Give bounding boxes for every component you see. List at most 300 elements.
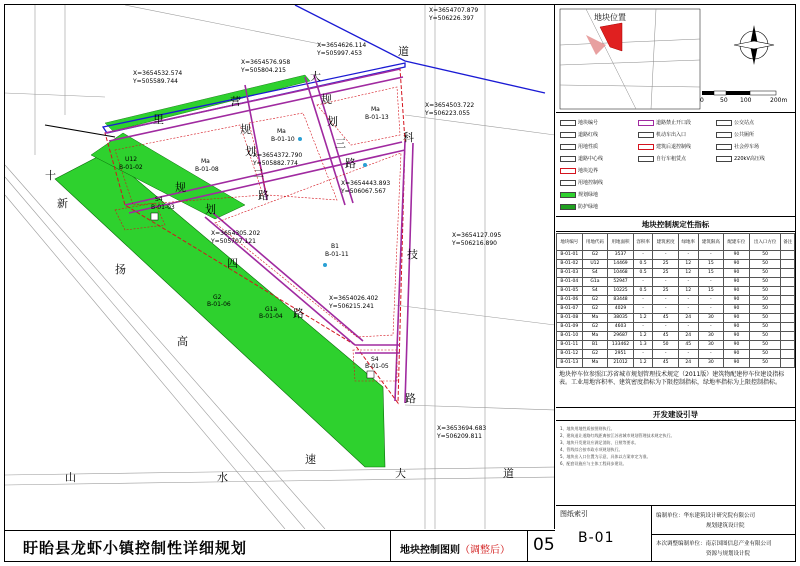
dev-note: 5、地块出入口位置为示意，具体以方案审定为准。 bbox=[560, 454, 651, 459]
index-cell: 24 bbox=[678, 332, 698, 341]
coord-2-x: X=3654576.958 bbox=[241, 59, 291, 66]
index-row bbox=[557, 269, 795, 278]
index-cell: 1.2 bbox=[633, 359, 653, 368]
index-cell: 50 bbox=[749, 260, 781, 269]
index-cell: 90 bbox=[724, 359, 750, 368]
index-cell: S4 bbox=[582, 269, 608, 278]
index-cell: - bbox=[633, 296, 653, 305]
index-header-row bbox=[557, 234, 795, 251]
coord-3-x: X=3654532.574 bbox=[133, 70, 183, 77]
index-cell: 30 bbox=[698, 341, 724, 350]
index-cell: 50 bbox=[749, 332, 781, 341]
index-cell: 12 bbox=[678, 287, 698, 296]
parcel-6-id: B-01-04 bbox=[259, 313, 283, 320]
index-cell: G2 bbox=[582, 350, 608, 359]
index-cell: 50 bbox=[749, 350, 781, 359]
index-cell: - bbox=[698, 251, 724, 260]
legend-item-0 bbox=[560, 119, 598, 126]
parcel-8-id: B-01-05 bbox=[365, 363, 389, 370]
index-cell: 50 bbox=[749, 305, 781, 314]
index-cell: 90 bbox=[724, 314, 750, 323]
index-cell: B-01-10 bbox=[557, 332, 583, 341]
index-cell: B1 bbox=[582, 341, 608, 350]
index-cell: - bbox=[653, 296, 679, 305]
index-cell: 90 bbox=[724, 305, 750, 314]
stamp-code: B-01 bbox=[578, 530, 615, 546]
org-adjust: 本次调整编制单位：南京国图信息产业有限公司 bbox=[656, 541, 772, 547]
legend-item-10 bbox=[716, 143, 759, 150]
index-cell: 50 bbox=[749, 269, 781, 278]
coord-7-x: X=3654305.202 bbox=[211, 230, 261, 237]
coord-8-x: X=3654127.095 bbox=[452, 232, 502, 239]
index-header: 用地代码 bbox=[582, 234, 608, 251]
coord-0-x: X=3654707.879 bbox=[429, 7, 479, 14]
index-cell: Ma bbox=[582, 332, 608, 341]
parcel-0-id: B-01-02 bbox=[119, 164, 143, 171]
index-row bbox=[557, 332, 795, 341]
road-char-west-4: 速 bbox=[305, 453, 316, 466]
location-map[interactable] bbox=[556, 5, 795, 113]
legend-swatch bbox=[560, 204, 576, 210]
parcel-1-code: Ma bbox=[201, 158, 210, 165]
index-cell: 50 bbox=[749, 287, 781, 296]
index-header: 出入口方位 bbox=[749, 234, 781, 251]
index-body bbox=[557, 251, 795, 368]
legend-item-8 bbox=[716, 119, 754, 126]
index-cell: 90 bbox=[724, 341, 750, 350]
road-char-west-3: 高 bbox=[177, 335, 188, 348]
road-char-guanzhang-1: 划 bbox=[327, 115, 338, 128]
index-cell: 10225 bbox=[608, 287, 634, 296]
stamp-divider-h bbox=[651, 534, 795, 535]
road-char-guansi-2: 四 bbox=[227, 257, 238, 270]
parcel-5-code: B1 bbox=[331, 243, 339, 250]
index-cell: 15 bbox=[698, 260, 724, 269]
legend-swatch bbox=[560, 144, 576, 150]
legend-swatch bbox=[560, 132, 576, 138]
plan-map[interactable] bbox=[5, 5, 555, 529]
location-title: 地块位置 bbox=[594, 13, 626, 22]
index-row bbox=[557, 305, 795, 314]
index-cell: 25 bbox=[653, 260, 679, 269]
index-cell: 24 bbox=[678, 359, 698, 368]
index-cell: 50 bbox=[749, 278, 781, 287]
road-char-guanzhang-3: 路 bbox=[345, 157, 356, 170]
legend-swatch bbox=[716, 132, 732, 138]
index-cell: - bbox=[698, 296, 724, 305]
legend-label: 自行车租赁点 bbox=[656, 156, 687, 162]
index-cell: B-01-08 bbox=[557, 314, 583, 323]
sheet-title-text: 地块控制图则 bbox=[400, 545, 460, 556]
legend-swatch bbox=[638, 132, 654, 138]
road-char-guanzhang-0: 规 bbox=[321, 93, 332, 106]
road-char-guansi-3: 路 bbox=[293, 307, 304, 320]
index-cell: - bbox=[653, 251, 679, 260]
index-cell: - bbox=[653, 323, 679, 332]
road-char-top-1: 大 bbox=[310, 70, 321, 83]
index-cell: 90 bbox=[724, 323, 750, 332]
coord-4-y: Y=506223.055 bbox=[425, 110, 470, 117]
bus-stop-marker-3 bbox=[323, 263, 327, 267]
coord-3-y: Y=505589.744 bbox=[133, 78, 178, 85]
index-cell bbox=[781, 341, 795, 350]
index-cell: 50 bbox=[749, 314, 781, 323]
legend-item-4 bbox=[560, 167, 598, 174]
coord-4-x: X=3654503.722 bbox=[425, 102, 475, 109]
scale-3: 200m bbox=[770, 97, 788, 104]
index-header: 绿地率 bbox=[678, 234, 698, 251]
legend-item-7 bbox=[560, 203, 598, 210]
legend-item-5 bbox=[560, 179, 603, 186]
index-cell: 90 bbox=[724, 278, 750, 287]
legend-swatch bbox=[716, 144, 732, 150]
index-cell bbox=[781, 269, 795, 278]
stamp-label: 图纸索引 bbox=[560, 510, 588, 518]
org-design: 编制单位：华东建筑设计研究院有限公司 bbox=[656, 513, 756, 519]
coord-5-x: X=3654372.790 bbox=[253, 152, 303, 159]
index-header: 建筑密度 bbox=[653, 234, 679, 251]
legend-label: 规划绿地 bbox=[578, 192, 599, 198]
parcel-6-code: G1a bbox=[265, 306, 278, 313]
index-cell bbox=[781, 296, 795, 305]
title-bar bbox=[5, 530, 555, 561]
index-cell: 0.5 bbox=[633, 260, 653, 269]
index-cell: B-01-07 bbox=[557, 305, 583, 314]
index-table bbox=[556, 233, 795, 368]
parcel-7-code: G2 bbox=[213, 294, 222, 301]
coord-1-x: X=3654626.114 bbox=[317, 42, 367, 49]
index-cell: - bbox=[678, 305, 698, 314]
coord-0-y: Y=506226.397 bbox=[429, 15, 474, 22]
index-cell: B-01-04 bbox=[557, 278, 583, 287]
bus-stop-marker-2 bbox=[363, 163, 367, 167]
sheet-adjusted: （调整后） bbox=[460, 545, 510, 556]
legend-label: 地块编号 bbox=[578, 120, 599, 126]
plan-title: 盱眙县龙虾小镇控制性详细规划 bbox=[23, 539, 248, 557]
index-cell: Ma bbox=[582, 314, 608, 323]
dev-note: 6、配套设施应与主体工程同步建设。 bbox=[560, 461, 627, 466]
index-header: 配建车位 bbox=[724, 234, 750, 251]
index-cell: 50 bbox=[749, 296, 781, 305]
index-cell: 4029 bbox=[608, 305, 634, 314]
legend-swatch bbox=[560, 120, 576, 126]
index-cell: 30 bbox=[698, 314, 724, 323]
index-cell: B-01-01 bbox=[557, 251, 583, 260]
road-char-west-2: 扬 bbox=[115, 263, 126, 276]
index-cell: 90 bbox=[724, 251, 750, 260]
index-cell: 1.2 bbox=[633, 314, 653, 323]
legend-swatch bbox=[638, 144, 654, 150]
coord-10-y: Y=506209.811 bbox=[437, 433, 482, 440]
index-cell: - bbox=[653, 305, 679, 314]
blue-road-line bbox=[295, 5, 545, 93]
index-cell bbox=[781, 305, 795, 314]
index-cell: 30 bbox=[698, 359, 724, 368]
road-char-west-5: 大 bbox=[395, 467, 406, 480]
location-map-svg bbox=[556, 5, 795, 113]
index-cell: - bbox=[698, 305, 724, 314]
index-cell: 133462 bbox=[608, 341, 634, 350]
org-adjust-sub: 资源与规划设计院 bbox=[706, 551, 751, 557]
parcel-4-id: B-01-03 bbox=[151, 204, 175, 211]
index-cell: 1.2 bbox=[633, 332, 653, 341]
index-cell: 90 bbox=[724, 260, 750, 269]
parcel-5-id: B-01-11 bbox=[325, 251, 349, 258]
legend-label: 道路禁止开口段 bbox=[656, 120, 692, 126]
index-row bbox=[557, 296, 795, 305]
scale-2: 100 bbox=[740, 97, 752, 104]
index-cell bbox=[781, 359, 795, 368]
index-cell: 50 bbox=[653, 341, 679, 350]
road-char-guansi-0: 规 bbox=[175, 181, 186, 194]
legend-swatch bbox=[560, 180, 576, 186]
map-area[interactable] bbox=[5, 5, 555, 529]
index-cell: 90 bbox=[724, 269, 750, 278]
index-cell: - bbox=[633, 323, 653, 332]
parcel-3-code: Ma bbox=[371, 106, 380, 113]
parcel-1-id: B-01-08 bbox=[195, 166, 219, 173]
index-cell: B-01-05 bbox=[557, 287, 583, 296]
index-title: 地块控制规定性指标 bbox=[556, 218, 795, 232]
index-header: 备注 bbox=[781, 234, 795, 251]
coord-9-x: X=3654026.402 bbox=[329, 295, 379, 302]
road-char-right-0: 科 bbox=[403, 131, 414, 144]
road-char-guaner-2: 二 bbox=[253, 167, 264, 180]
index-row bbox=[557, 314, 795, 323]
index-cell: Ma bbox=[582, 359, 608, 368]
index-cell: 50 bbox=[749, 341, 781, 350]
coord-9-y: Y=506215.241 bbox=[329, 303, 374, 310]
number-divider bbox=[527, 531, 528, 562]
coord-1-y: Y=505997.453 bbox=[317, 50, 362, 57]
road-char-guaner-3: 路 bbox=[258, 189, 269, 202]
road-char-west-6: 道 bbox=[503, 467, 514, 480]
legend-swatch bbox=[638, 156, 654, 162]
index-cell: 0.5 bbox=[633, 287, 653, 296]
index-cell: 15 bbox=[698, 287, 724, 296]
index-cell: 12 bbox=[678, 269, 698, 278]
index-cell bbox=[781, 251, 795, 260]
index-cell: 4603 bbox=[608, 323, 634, 332]
index-cell: G1a bbox=[582, 278, 608, 287]
legend-item-3 bbox=[560, 155, 603, 162]
index-cell: G2 bbox=[582, 305, 608, 314]
index-cell: B-01-09 bbox=[557, 323, 583, 332]
dev-note: 2、建筑退让道路红线距离按江苏省城市规划管理技术规定执行。 bbox=[560, 433, 675, 438]
index-cell: 50 bbox=[749, 323, 781, 332]
title-stamp bbox=[556, 505, 795, 561]
index-cell: 52947 bbox=[608, 278, 634, 287]
index-cell: U12 bbox=[582, 260, 608, 269]
index-row bbox=[557, 251, 795, 260]
index-cell: 83448 bbox=[608, 296, 634, 305]
index-cell: 38035 bbox=[608, 314, 634, 323]
road-char-guansi-1: 划 bbox=[205, 203, 216, 216]
legend-swatch bbox=[716, 120, 732, 126]
coord-7-y: Y=505707.121 bbox=[211, 238, 256, 245]
index-cell: - bbox=[633, 251, 653, 260]
road-char-right-1: 技 bbox=[407, 248, 418, 261]
legend-label: 用地性质 bbox=[578, 144, 599, 150]
legend-item-14 bbox=[638, 143, 691, 150]
index-cell: G2 bbox=[582, 323, 608, 332]
parcel-4-code: S4 bbox=[155, 196, 163, 203]
legend-label: 建筑后退控制线 bbox=[656, 144, 692, 150]
legend-label: 机动车出入口 bbox=[656, 132, 687, 138]
index-cell: 90 bbox=[724, 332, 750, 341]
index-cell: B-01-02 bbox=[557, 260, 583, 269]
legend-label: 220kV高压线 bbox=[734, 156, 765, 162]
index-cell bbox=[781, 260, 795, 269]
legend-label: 社会停车场 bbox=[734, 144, 760, 150]
road-char-guaner-0: 规 bbox=[240, 123, 251, 136]
road-char-guanzhang-2: 三 bbox=[335, 137, 346, 150]
road-char-right-2: 路 bbox=[405, 392, 416, 405]
index-cell: G2 bbox=[582, 296, 608, 305]
index-cell: - bbox=[653, 350, 679, 359]
legend-label: 道路中心线 bbox=[578, 156, 604, 162]
legend-swatch bbox=[560, 168, 576, 174]
index-cell: 15 bbox=[698, 269, 724, 278]
sheet-title bbox=[400, 541, 510, 556]
legend bbox=[556, 113, 795, 217]
legend-item-2 bbox=[560, 143, 598, 150]
scale-bar bbox=[702, 91, 776, 95]
legend-swatch bbox=[560, 192, 576, 198]
index-cell: 12 bbox=[678, 260, 698, 269]
index-header: 容积率 bbox=[633, 234, 653, 251]
index-cell: 30 bbox=[698, 332, 724, 341]
legend-label: 地块边界 bbox=[578, 168, 599, 174]
parking-marker-2 bbox=[367, 371, 374, 378]
index-cell: - bbox=[698, 278, 724, 287]
coord-10-x: X=3653694.683 bbox=[437, 425, 487, 432]
index-cell: 45 bbox=[653, 359, 679, 368]
parcel-8-code: S4 bbox=[371, 356, 379, 363]
index-cell: 1.3 bbox=[633, 341, 653, 350]
index-cell: 50 bbox=[749, 359, 781, 368]
index-cell: 14469 bbox=[608, 260, 634, 269]
index-header: 用地面积 bbox=[608, 234, 634, 251]
index-cell: 90 bbox=[724, 287, 750, 296]
legend-swatch bbox=[716, 156, 732, 162]
coord-2-y: Y=505804.215 bbox=[241, 67, 286, 74]
coord-8-y: Y=506216.890 bbox=[452, 240, 497, 247]
index-row bbox=[557, 278, 795, 287]
index-cell bbox=[781, 350, 795, 359]
index-cell: G2 bbox=[582, 251, 608, 260]
legend-item-1 bbox=[560, 131, 598, 138]
index-cell: B-01-13 bbox=[557, 359, 583, 368]
index-cell: 50 bbox=[749, 251, 781, 260]
index-cell: - bbox=[653, 278, 679, 287]
dev-note: 4、管线综合按市政专项规划执行。 bbox=[560, 447, 623, 452]
index-cell: - bbox=[698, 323, 724, 332]
scale-0: 0 bbox=[700, 97, 704, 104]
index-header: 地块编号 bbox=[557, 234, 583, 251]
parcel-2-id: B-01-10 bbox=[271, 136, 295, 143]
title-divider bbox=[390, 531, 391, 562]
legend-item-13 bbox=[638, 131, 686, 138]
legend-item-9 bbox=[716, 131, 754, 138]
bus-stop-marker bbox=[298, 137, 302, 141]
dev-notes bbox=[560, 425, 792, 467]
parcel-7-id: B-01-06 bbox=[207, 301, 231, 308]
road-char-top-2: 营 bbox=[230, 95, 241, 108]
legend-item-15 bbox=[638, 155, 686, 162]
index-row bbox=[557, 323, 795, 332]
index-cell bbox=[781, 287, 795, 296]
dev-note: 3、地块开发建设应满足消防、日照等要求。 bbox=[560, 440, 639, 445]
legend-swatch bbox=[638, 120, 654, 126]
index-row bbox=[557, 341, 795, 350]
index-cell: - bbox=[678, 251, 698, 260]
legend-label: 公交站点 bbox=[734, 120, 755, 126]
legend-label: 用地控制线 bbox=[578, 180, 604, 186]
index-cell: B-01-03 bbox=[557, 269, 583, 278]
index-cell: 10468 bbox=[608, 269, 634, 278]
org-design-sub: 规划建筑设计院 bbox=[706, 523, 745, 529]
legend-label: 道路红线 bbox=[578, 132, 599, 138]
index-cell: 0.5 bbox=[633, 269, 653, 278]
dev-title: 开发建设引导 bbox=[556, 407, 795, 421]
index-cell: 45 bbox=[653, 332, 679, 341]
index-cell: 3537 bbox=[608, 251, 634, 260]
index-cell: - bbox=[633, 350, 653, 359]
index-cell: 45 bbox=[653, 314, 679, 323]
legend-swatch bbox=[560, 156, 576, 162]
legend-item-11 bbox=[716, 155, 765, 162]
index-cell: - bbox=[678, 350, 698, 359]
index-cell: 25 bbox=[653, 287, 679, 296]
index-cell: - bbox=[698, 350, 724, 359]
coord-5-y: Y=505882.774 bbox=[253, 160, 298, 167]
legend-item-6 bbox=[560, 191, 598, 198]
index-cell: 90 bbox=[724, 296, 750, 305]
index-row bbox=[557, 287, 795, 296]
parcel-2-code: Ma bbox=[277, 128, 286, 135]
index-cell: 90 bbox=[724, 350, 750, 359]
index-cell: S4 bbox=[582, 287, 608, 296]
index-cell: - bbox=[678, 323, 698, 332]
index-cell: B-01-11 bbox=[557, 341, 583, 350]
index-cell bbox=[781, 332, 795, 341]
index-cell: 45 bbox=[678, 341, 698, 350]
parcel-0-code: U12 bbox=[125, 156, 138, 163]
index-cell bbox=[781, 314, 795, 323]
road-char-bottom-0: 山 bbox=[65, 471, 76, 484]
index-header: 建筑限高 bbox=[698, 234, 724, 251]
index-row bbox=[557, 359, 795, 368]
legend-label: 公共厕所 bbox=[734, 132, 755, 138]
index-cell: - bbox=[633, 278, 653, 287]
index-cell: 25 bbox=[653, 269, 679, 278]
index-cell bbox=[781, 323, 795, 332]
road-char-west-0: 十 bbox=[45, 169, 56, 182]
index-cell: 21012 bbox=[608, 359, 634, 368]
index-cell: 24 bbox=[678, 314, 698, 323]
index-cell: - bbox=[633, 305, 653, 314]
road-char-top-0: 道 bbox=[398, 45, 409, 58]
legend-item-12 bbox=[638, 119, 691, 126]
index-cell: B-01-12 bbox=[557, 350, 583, 359]
index-cell: - bbox=[678, 278, 698, 287]
index-cell: 29687 bbox=[608, 332, 634, 341]
road-char-west-1: 新 bbox=[57, 197, 68, 210]
index-row bbox=[557, 260, 795, 269]
scale-1: 50 bbox=[720, 97, 728, 104]
index-cell: - bbox=[678, 296, 698, 305]
